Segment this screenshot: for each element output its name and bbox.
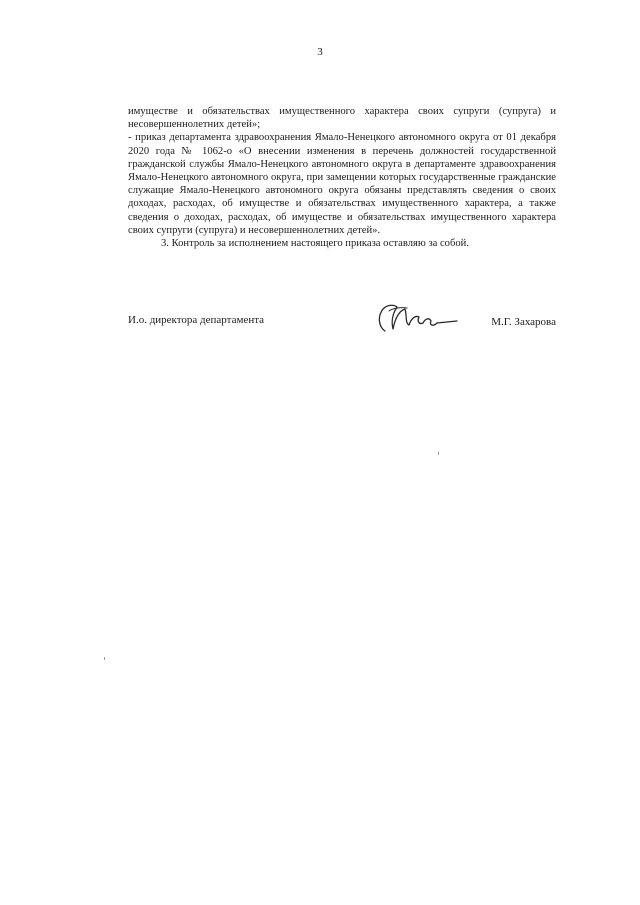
paragraph-continuation: имуществе и обязательствах имущественного характера своих супруги (супруга) и несовершеннолетних детей»; (128, 106, 556, 131)
paragraph-order-reference: - приказ департамента здравоохранения Ямало-Ненецкого автономного округа от 01 декабря 2020 года № 1062-о «О внесении изменения в перечень должностей государственной гражданской службы Ямало-Ненецкого автономного округа в департаменте здравоохранения Ямало-Ненецкого автономного округа, при замещении которых государственные гражданские служащие Ямало-Ненецкого автономного округа обязаны представлять сведения о своих доходах, расходах, об имуществе и обязательствах имущественного характера, а также сведения о доходах, расходах, об имуществе и обязательствах имущественного характера своих супруги (супруга) и несовершеннолетних детей». (128, 132, 556, 236)
page-number: 3 (317, 46, 323, 58)
document-body (128, 105, 556, 250)
scan-speck (438, 452, 439, 455)
handwritten-signature-icon (371, 299, 461, 339)
signatory-name: М.Г. Захарова (491, 316, 556, 328)
signature-block (128, 311, 556, 341)
paragraph-control-clause: 3. Контроль за исполнением настоящего приказа оставляю за собой. (161, 238, 469, 250)
scan-speck (104, 657, 105, 660)
signatory-position: И.о. директора департамента (128, 314, 265, 326)
